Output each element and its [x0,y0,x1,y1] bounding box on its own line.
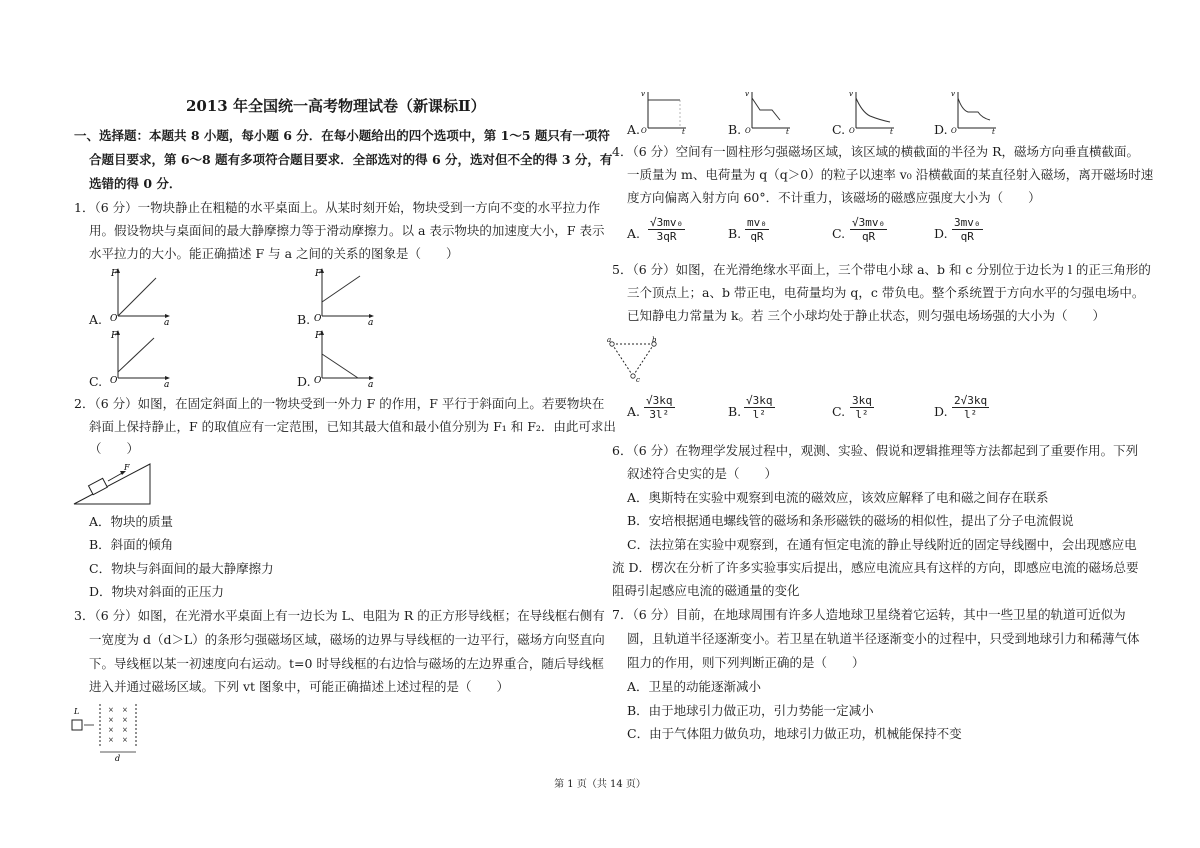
q1-option-d: D. [297,374,311,389]
q2-force-label: F [124,463,130,472]
svg-text:v: v [745,90,749,98]
svg-text:×: × [108,726,114,734]
q2-option-b: B．斜面的倾角 [89,537,174,552]
q5-a-numerator: √3kq [646,394,673,407]
svg-text:F: F [315,269,322,279]
q7-line1: 7．（6 分）目前，在地球周围有许多人造地球卫星绕着它运转，其中一些卫星的轨道可近似为 [612,607,1126,622]
svg-text:a: a [368,380,374,390]
q5-line1: 5．（6 分）如图，在光滑绝缘水平面上，三个带电小球 a、b 和 c 分别位于边长为 l 的正三角形的 [612,262,1151,277]
svg-text:O: O [314,376,322,386]
q4-line3: 度方向偏离入射方向 60°．不计重力，该磁场的磁感应强度大小为（ ） [627,190,1041,205]
q7-option-b: B．由于地球引力做正功，引力势能一定减小 [627,703,874,718]
q3-graph-a [640,88,692,134]
q6-line1: 6．（6 分）在物理学发展过程中，观测、实验、假说和逻辑推理等方法都起到了重要作用。下列 [612,443,1139,458]
q2-option-d: D．物块对斜面的正压力 [89,584,225,599]
svg-text:a: a [164,380,170,390]
svg-text:a: a [164,318,170,328]
q3-label-l: L [74,707,80,716]
q5-label-b: b [652,336,657,344]
svg-text:F: F [111,269,118,279]
page-title: 2013 年全国统一高考物理试卷（新课标Ⅱ） [186,97,486,115]
q4-answer-c [850,216,887,243]
q1-graph-b [312,266,382,326]
svg-text:v: v [641,90,645,98]
svg-text:v: v [849,90,853,98]
q4-answer-a [648,216,685,243]
svg-text:O: O [849,127,855,135]
q7-option-a: A．卫星的动能逐渐减小 [627,679,762,694]
section-instructions-line1: 一、选择题：本题共 8 小题，每小题 6 分．在每小题给出的四个选项中，第 1～5 题只有一项符 [74,128,610,143]
q5-label-a: a [607,336,612,344]
q4-a-denominator: 3qR [656,230,677,243]
q3-line1: 3．（6 分）如图，在光滑水平桌面上有一边长为 L、电阻为 R 的正方形导线框；在导线框右侧有 [74,608,605,623]
svg-text:O: O [745,127,751,135]
svg-text:O: O [314,314,322,324]
section-instructions-line2: 合题目要求，第 6～8 题有多项符合题目要求．全部选对的得 6 分，选对但不全的得 3 分，有 [89,152,613,167]
q6-option-b: B．安培根据通电螺线管的磁场和条形磁铁的磁场的相似性，提出了分子电流假说 [627,513,1074,528]
svg-text:O: O [110,376,118,386]
svg-text:t: t [786,128,789,136]
svg-text:F: F [315,331,322,341]
q5-label-c: c [636,376,640,384]
q5-answer-d [952,394,989,421]
q4-a-numerator: √3mv₀ [650,216,684,229]
svg-text:v: v [951,90,955,98]
q7-line2: 圆，且轨道半径逐渐变小。若卫星在轨道半径逐渐变小的过程中，只受到地球引力和稀薄气体 [627,631,1140,646]
svg-text:t: t [992,128,995,136]
q5-answer-b [744,394,775,421]
q4-d-denominator: qR [960,230,974,243]
svg-text:×: × [122,716,128,724]
svg-text:t: t [890,128,893,136]
q3-line3: 下。导线框以某一初速度向右运动。t=0 时导线框的右边恰与磁场的左边界重合，随后导线框 [89,656,604,671]
section-instructions-line3: 选错的得 0 分． [89,176,182,191]
q5-option-d: D. [934,404,948,419]
svg-text:×: × [122,706,128,714]
q1-option-b: B. [297,312,311,327]
q7-option-c: C．由于气体阻力做负功，地球引力做正功，机械能保持不变 [627,726,962,741]
page-footer: 第 1 页（共 14 页） [554,779,646,790]
svg-text:×: × [122,736,128,744]
q5-a-denominator: 3l² [649,408,670,421]
q4-answer-d [952,216,983,243]
q2-line3: （ ） [89,441,140,456]
q1-graph-d [312,328,382,388]
q3-graph-b [744,88,796,134]
q1-line3: 水平拉力的大小。能正确描述 F 与 a 之间的关系的图象是（ ） [89,246,459,261]
q3-option-b: B. [728,122,742,137]
svg-text:O: O [951,127,957,135]
q3-line4: 进入并通过磁场区域。下列 vt 图象中，可能正确描述上述过程的是（ ） [89,679,510,694]
q2-incline-diagram [72,460,157,508]
q2-line1: 2．（6 分）如图，在固定斜面上的一物块受到一外力 F 的作用，F 平行于斜面向上。若要物块在 [74,396,605,411]
q1-graph-c [108,328,178,388]
q4-d-numerator: 3mv₀ [954,216,981,229]
q2-option-a: A．物块的质量 [89,514,174,529]
q3-graph-d [950,88,1002,134]
q5-answer-a [644,394,675,421]
q5-option-a: A. [627,404,641,419]
q4-c-numerator: √3mv₀ [852,216,886,229]
q1-line1: 1．（6 分）一物块静止在粗糙的水平桌面上。从某时刻开始，物块受到一方向不变的水平拉力作 [74,200,601,215]
q5-line3: 已知静电力常量为 k。若 三个小球均处于静止状态，则匀强电场场强的大小为（ ） [627,308,1106,323]
svg-text:F: F [111,331,118,341]
q5-line2: 三个顶点上；a、b 带正电，电荷量均为 q，c 带负电。整个系统置于方向水平的匀强电场中。 [627,285,1145,300]
q4-line2: 一质量为 m、电荷量为 q（q＞0）的粒子以速率 v₀ 沿横截面的某直径射入磁场，离开磁场时速 [627,167,1154,182]
q5-d-denominator: l² [963,408,978,421]
q5-d-numerator: 2√3kq [954,394,988,407]
q4-b-numerator: mv₀ [747,216,767,229]
q2-line2: 斜面上保持静止，F 的取值应有一定范围，已知其最大值和最小值分别为 F₁ 和 F₂．由此可求出 [89,419,616,434]
q5-b-numerator: √3kq [746,394,773,407]
svg-text:t: t [682,128,685,136]
q6-line2: 叙述符合史实的是（ ） [627,466,778,481]
q3-option-a: A. [627,122,641,137]
q1-line2: 用。假设物块与桌面间的最大静摩擦力等于滑动摩擦力。以 a 表示物块的加速度大小，F 表示 [89,223,605,238]
q2-option-c: C．物块与斜面间的最大静摩擦力 [89,561,274,576]
svg-text:×: × [108,716,114,724]
q6-option-d-cont: 阻碍引起感应电流的磁通量的变化 [612,583,800,598]
q5-triangle-diagram [606,336,664,386]
q5-b-denominator: l² [752,408,766,421]
q4-c-denominator: qR [861,230,876,243]
q7-line3: 阻力的作用，则下列判断正确的是（ ） [627,655,865,670]
q3-line2: 一宽度为 d（d＞L）的条形匀强磁场区域，磁场的边界与导线框的一边平行，磁场方向竖直向 [89,632,605,647]
svg-text:a: a [368,318,374,328]
q4-option-a: A. [627,226,641,241]
svg-text:O: O [110,314,118,324]
q4-option-c: C. [832,226,846,241]
q6-option-c: C．法拉第在实验中观察到，在通有恒定电流的静止导线附近的固定导线圈中，会出现感应电 [627,537,1137,552]
q4-line1: 4．（6 分）空间有一圆柱形匀强磁场区域，该区域的横截面的半径为 R，磁场方向垂直横截面。 [612,144,1140,159]
svg-text:×: × [122,726,128,734]
q4-b-denominator: qR [750,230,764,243]
q5-c-numerator: 3kq [852,394,872,407]
q6-option-c-cont: 流 D．楞次在分析了许多实验事实后提出，感应电流应具有这样的方向，即感应电流的磁场总要 [612,560,1139,575]
q4-option-b: B. [728,226,742,241]
q1-graph-a [108,266,178,326]
q5-option-b: B. [728,404,742,419]
q5-answer-c [850,394,874,421]
svg-text:×: × [108,706,114,714]
q1-option-c: C. [89,374,103,389]
q3-option-c: C. [832,122,846,137]
svg-text:×: × [108,736,114,744]
q5-c-denominator: l² [855,408,869,421]
q3-field-diagram [70,702,150,764]
q4-answer-b [745,216,769,243]
q1-option-a: A. [89,312,103,327]
q6-option-a: A．奥斯特在实验中观察到电流的磁效应，该效应解释了电和磁之间存在联系 [627,490,1049,505]
q4-option-d: D. [934,226,948,241]
q3-label-d: d [115,754,121,763]
q3-graph-c [848,88,900,134]
svg-text:O: O [641,127,647,135]
q5-option-c: C. [832,404,846,419]
q3-option-d: D. [934,122,948,137]
